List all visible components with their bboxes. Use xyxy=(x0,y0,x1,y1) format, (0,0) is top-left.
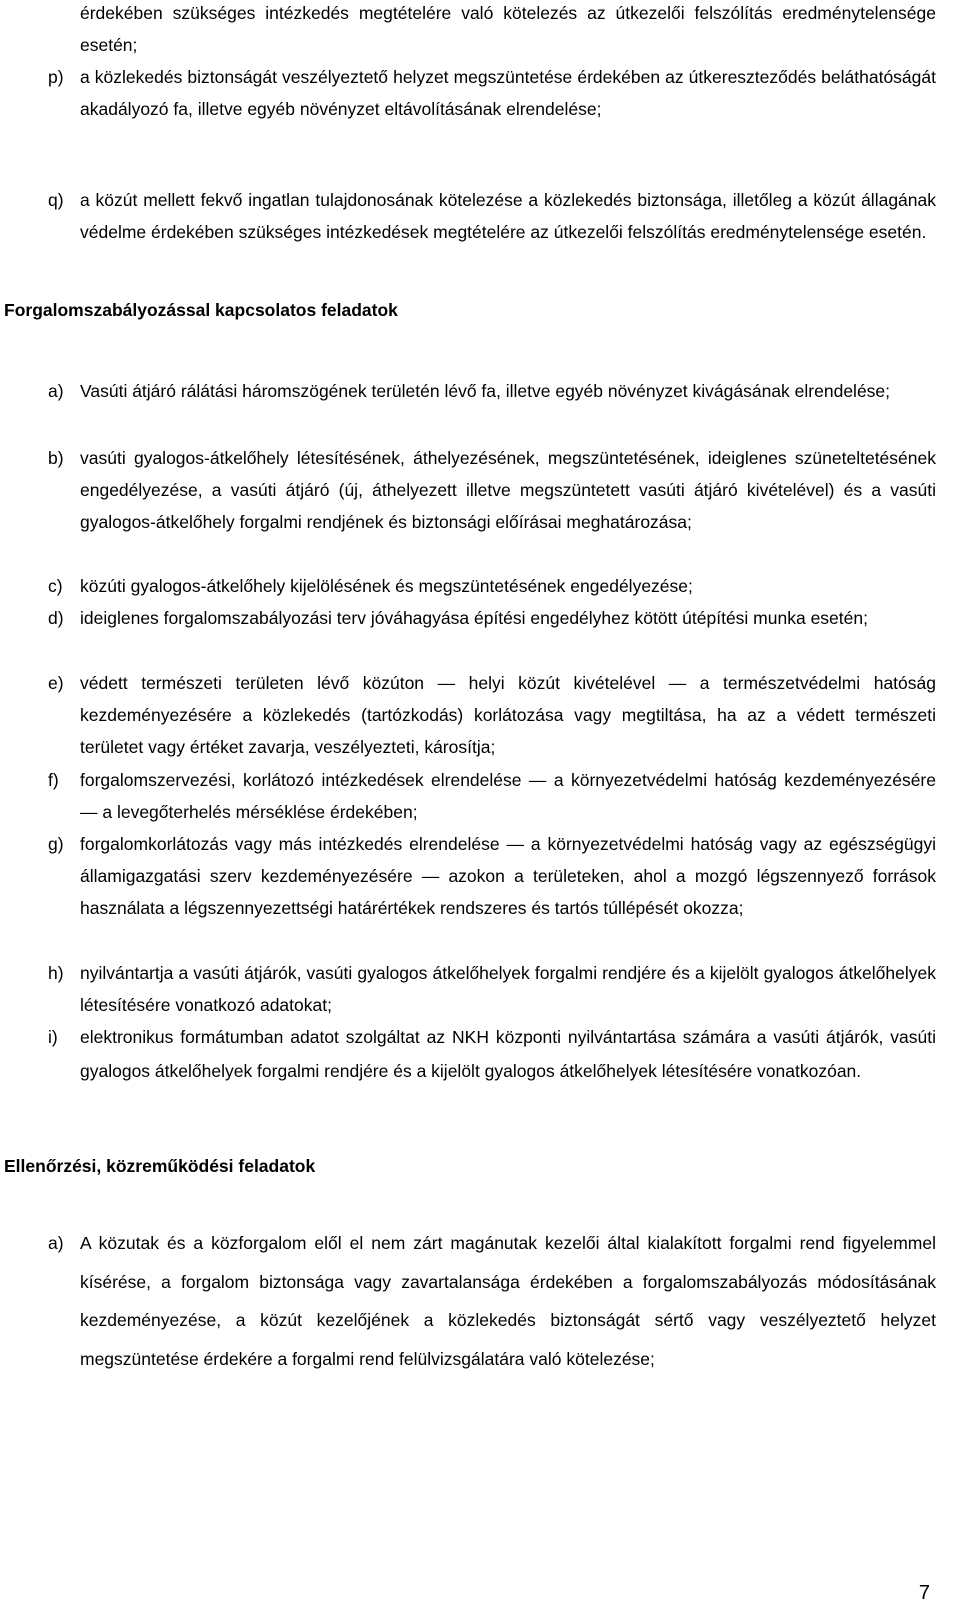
list-text: a közút mellett fekvő ingatlan tulajdonosának kötelezése a közlekedés biztonsága, illetőleg a közút állagának védelme érdekében szükséges intézkedések megtételére az útkezelői felszólítás eredménytelensége esetén. xyxy=(80,190,936,242)
list-item-p xyxy=(48,61,936,125)
list-item-g xyxy=(48,828,936,924)
list-text: A közutak és a közforgalom elől el nem zárt magánutak kezelői által kialakított forgalmi rend figyelemmel kísérése, a forgalom biztonsága vagy zavartalansága érdekében a forgalomszabályozás módosításának kezdeményezése, a közút kezelőjének a közlekedés biztonságát sértő vagy veszélyeztető helyzet megszüntetése érdekére a forgalmi rend felülvizsgálatára való kötelezése; xyxy=(80,1233,936,1369)
list-item-e xyxy=(48,667,936,763)
list-item-f xyxy=(48,764,936,828)
list-text: forgalomkorlátozás vagy más intézkedés elrendelése ― a környezetvédelmi hatóság vagy az egészségügyi államigazgatási szerv kezdeményezésére ― azokon a területeken, ahol a mozgó légszennyező források használata a légszennyezettségi határértékek rendszeres és tartós túllépését okozza; xyxy=(80,834,936,918)
list-item-b xyxy=(48,442,936,538)
list-text: elektronikus formátumban adatot szolgáltat az NKH központi nyilvántartása számára a vasúti átjárók, vasúti gyalogos átkelőhelyek forgalmi rendjére és a kijelölt gyalogos átkelőhelyek létesítésére vonatkozóan. xyxy=(80,1027,936,1081)
list-label: b) xyxy=(48,448,64,468)
list-label: g) xyxy=(48,834,64,854)
section-heading-control: Ellenőrzési, közreműködési feladatok xyxy=(4,1156,316,1176)
list-text: forgalomszervezési, korlátozó intézkedések elrendelése ― a környezetvédelmi hatóság kezdeményezésére ― a levegőterhelés mérséklése érdekében; xyxy=(80,770,936,822)
list-item-a xyxy=(48,375,936,407)
list-text: vasúti gyalogos-átkelőhely létesítésének, áthelyezésének, megszüntetésének, ideiglenes szüneteltetésének engedélyezése, a vasúti átjáró (új, áthelyezett illetve megszüntetett vasúti átjáró kivételével) és a vasúti gyalogos-átkelőhely forgalmi rendjének és biztonsági előírásai meghatározása; xyxy=(80,448,936,532)
list-item-i xyxy=(48,1021,936,1088)
list-label: h) xyxy=(48,963,64,983)
list-label: a) xyxy=(48,1233,64,1253)
list-item-d xyxy=(48,602,936,634)
list-item-c xyxy=(48,570,936,602)
list-label: a) xyxy=(48,381,64,401)
list-label: c) xyxy=(48,576,63,596)
list-item-control-a xyxy=(48,1224,936,1378)
list-label: e) xyxy=(48,673,64,693)
list-text: védett természeti területen lévő közúton ― helyi közút kivételével ― a természetvédelmi hatóság kezdeményezésére a közlekedés (tartózkodás) korlátozása vagy megtiltása, ha az a védett természeti területet vagy értéket zavarja, veszélyezteti, károsítja; xyxy=(80,673,936,757)
list-text: ideiglenes forgalomszabályozási terv jóváhagyása építési engedélyhez kötött útépítési munka esetén; xyxy=(80,608,868,628)
list-label: q) xyxy=(48,190,64,210)
list-text: nyilvántartja a vasúti átjárók, vasúti gyalogos átkelőhelyek forgalmi rendjére és a kijelölt gyalogos átkelőhelyek létesítésére vonatkozó adatokat; xyxy=(80,963,936,1015)
list-text: közúti gyalogos-átkelőhely kijelölésének és megszüntetésének engedélyezése; xyxy=(80,576,693,596)
list-label: f) xyxy=(48,770,59,790)
list-label: p) xyxy=(48,67,64,87)
list-item-q xyxy=(48,184,936,248)
list-label: d) xyxy=(48,608,64,628)
list-label: i) xyxy=(48,1027,58,1047)
list-text: a közlekedés biztonságát veszélyeztető helyzet megszüntetése érdekében az útkereszteződés beláthatóságát akadályozó fa, illetve egyéb növényzet eltávolításának elrendelése; xyxy=(80,67,936,119)
section-heading-traffic: Forgalomszabályozással kapcsolatos feladatok xyxy=(4,300,398,320)
list-item-h xyxy=(48,957,936,1021)
list-text: Vasúti átjáró rálátási háromszögének területén lévő fa, illetve egyéb növényzet kivágásának elrendelése; xyxy=(80,381,891,401)
page-number: 7 xyxy=(918,1582,930,1604)
continuation-paragraph: érdekében szükséges intézkedés megtételére való kötelezés az útkezelői felszólítás eredménytelensége esetén; xyxy=(80,3,936,55)
